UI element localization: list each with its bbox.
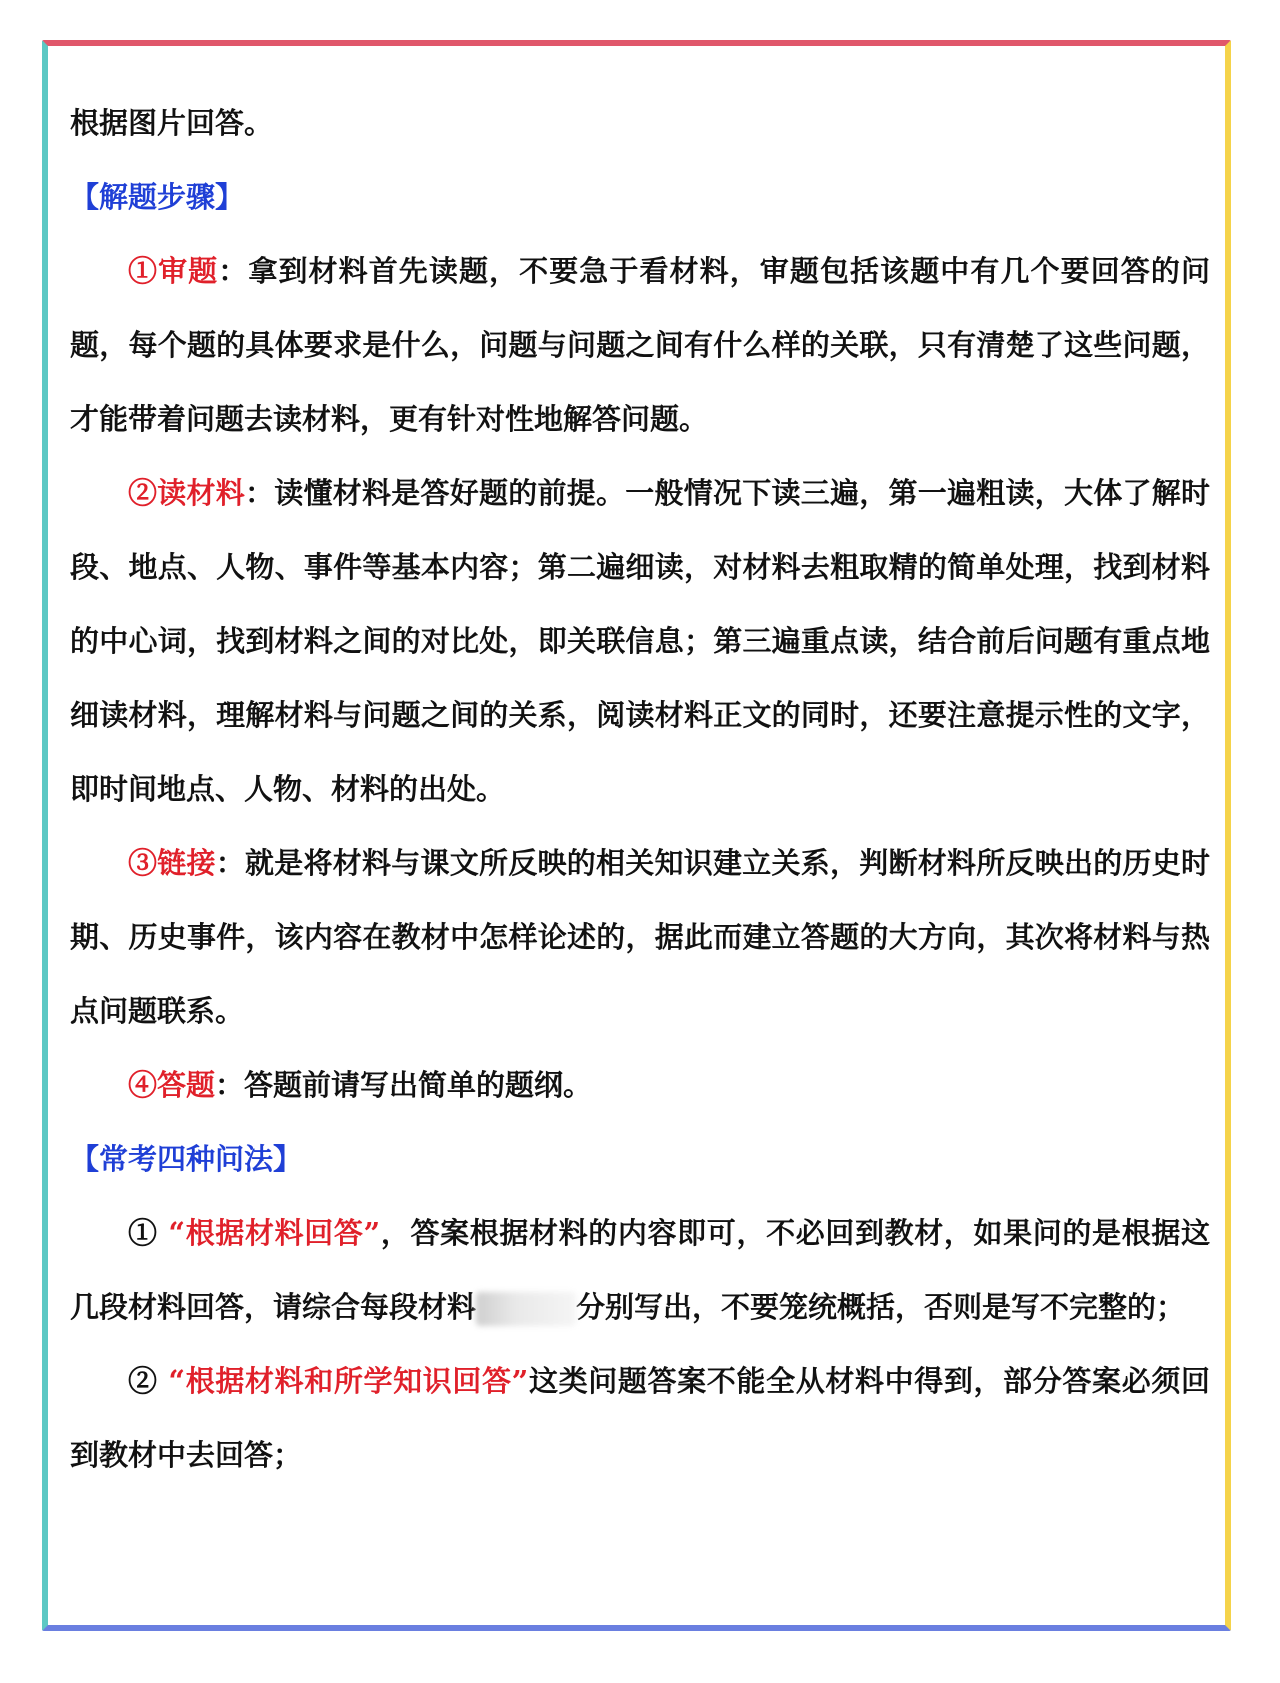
section-title-steps: 【解题步骤】 bbox=[70, 180, 245, 214]
step-3-separator: ： bbox=[215, 846, 245, 880]
step-4-label: ④答题 bbox=[128, 1068, 216, 1102]
blurred-region bbox=[476, 1292, 576, 1326]
method-1-text: ，答案根据材料的内容即可，不必回到教材，如果问的是根据这几段材料回答，请综合每段材料 bbox=[70, 1216, 1210, 1324]
step-2-separator: ： bbox=[245, 476, 275, 510]
step-4-separator: ： bbox=[215, 1068, 245, 1102]
document-body bbox=[70, 86, 1210, 1492]
step-3 bbox=[70, 826, 1210, 1048]
method-2-number: ② bbox=[128, 1364, 158, 1398]
section-title-methods: 【常考四种问法】 bbox=[70, 1142, 303, 1176]
step-2 bbox=[70, 456, 1210, 826]
method-2 bbox=[70, 1344, 1210, 1492]
step-1-separator: ： bbox=[218, 254, 249, 288]
step-3-text: 就是将材料与课文所反映的相关知识建立关系，判断材料所反映出的历史时期、历史事件，该内容在教材中怎样论述的，据此而建立答题的大方向，其次将材料与热点问题联系。 bbox=[70, 846, 1210, 1028]
step-1-text: 拿到材料首先读题，不要急于看材料，审题包括该题中有几个要回答的问题，每个题的具体要求是什么，问题与问题之间有什么样的关联，只有清楚了这些问题，才能带着问题去读材料，更有针对性地解答问题。 bbox=[70, 254, 1210, 436]
method-1-label: “根据材料回答” bbox=[168, 1216, 381, 1250]
step-1 bbox=[70, 234, 1210, 456]
step-2-text: 读懂材料是答好题的前提。一般情况下读三遍，第一遍粗读，大体了解时段、地点、人物、事件等基本内容；第二遍细读，对材料去粗取精的简单处理，找到材料的中心词，找到材料之间的对比处，即关联信息；第三遍重点读，结合前后问题有重点地细读材料，理解材料与问题之间的关系，阅读材料正文的同时，还要注意提示性的文字，即时间地点、人物、材料的出处。 bbox=[70, 476, 1210, 806]
method-2-label: “根据材料和所学知识回答” bbox=[168, 1364, 529, 1398]
step-1-label: ①审题 bbox=[128, 254, 219, 288]
step-4-text: 答题前请写出简单的题纲。 bbox=[244, 1068, 593, 1102]
step-4 bbox=[70, 1048, 1210, 1122]
intro-text: 根据图片回答。 bbox=[70, 106, 274, 140]
method-2-text: 这类问题答案不能全从材料中得到，部分答案必须回到教材中去回答； bbox=[70, 1364, 1210, 1472]
step-3-label: ③链接 bbox=[128, 846, 216, 880]
method-1-number: ① bbox=[128, 1216, 158, 1250]
step-2-label: ②读材料 bbox=[128, 476, 245, 510]
method-1-text-after: 分别写出，不要笼统概括，否则是写不完整的； bbox=[576, 1290, 1186, 1324]
method-1 bbox=[70, 1196, 1210, 1344]
